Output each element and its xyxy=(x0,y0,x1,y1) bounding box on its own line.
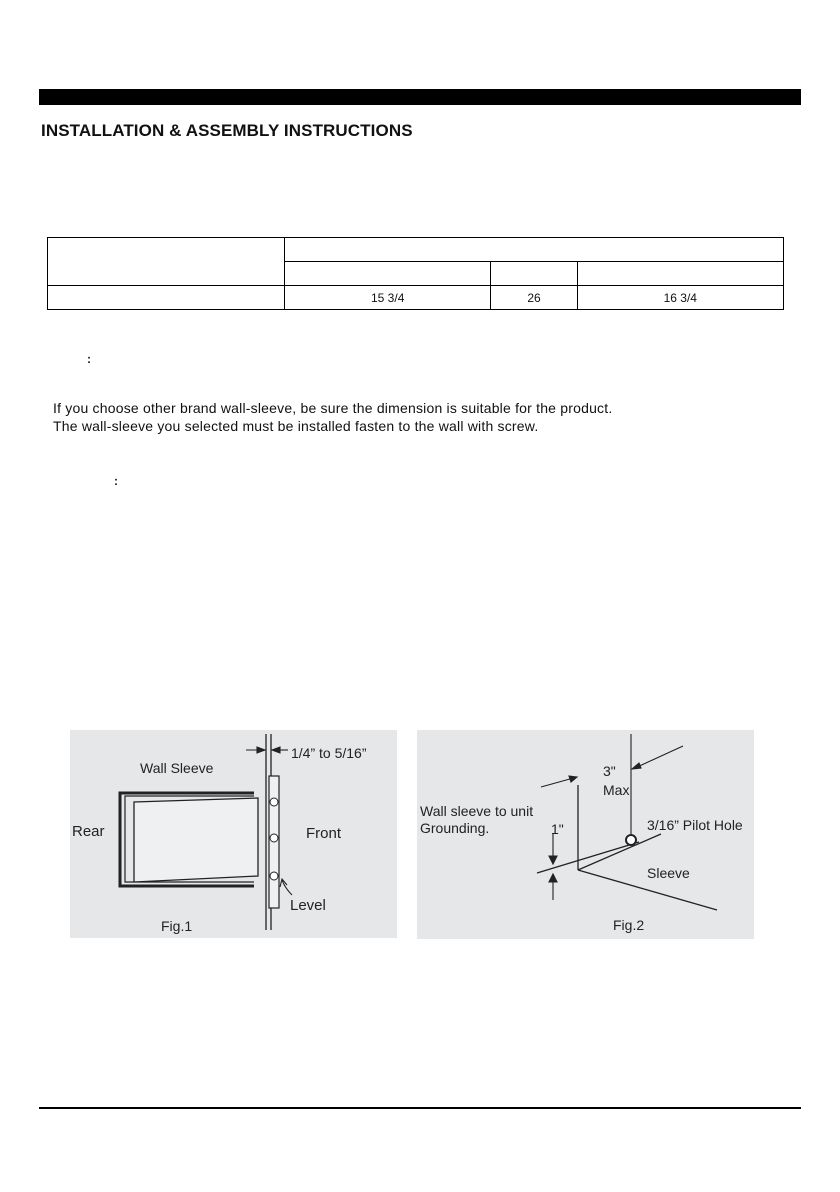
label-front: Front xyxy=(306,825,342,842)
label-3in: 3" xyxy=(603,763,616,779)
figure-1 xyxy=(70,730,397,938)
label-1in: 1" xyxy=(551,821,564,837)
label-rear: Rear xyxy=(72,823,105,840)
section-heading: INSTALLATION & ASSEMBLY INSTRUCTIONS xyxy=(41,121,413,140)
table-row-label xyxy=(48,286,285,310)
table-cell: 16 3/4 xyxy=(577,286,783,310)
table-cell: 26 xyxy=(491,286,577,310)
note-line: The wall-sleeve you selected must be installed fasten to the wall with screw. xyxy=(53,418,539,434)
label-level: Level xyxy=(290,897,326,914)
label-grounding-1: Wall sleeve to unit xyxy=(420,803,534,819)
table-subheader xyxy=(577,262,783,286)
table-header-group xyxy=(285,238,784,262)
table-cell: 15 3/4 xyxy=(285,286,491,310)
label-sleeve: Sleeve xyxy=(647,865,690,881)
label-wall-sleeve: Wall Sleeve xyxy=(140,760,214,776)
label-gap: 1/4” to 5/16” xyxy=(291,745,367,761)
note-line: If you choose other brand wall-sleeve, be sure the dimension is suitable for the product. xyxy=(53,400,613,416)
header-bar xyxy=(39,89,801,105)
note-colon: : xyxy=(87,352,91,366)
note-colon: : xyxy=(114,474,118,488)
wall-sleeve-drawing xyxy=(120,793,258,886)
table-subheader xyxy=(491,262,577,286)
dimension-table xyxy=(47,237,784,310)
figure-caption: Fig.1 xyxy=(161,918,193,934)
label-grounding-2: Grounding. xyxy=(420,820,490,836)
figure-2 xyxy=(417,730,754,939)
table-header-label xyxy=(48,238,285,286)
table-subheader xyxy=(285,262,491,286)
level-pointer xyxy=(280,879,292,895)
gap-arrows xyxy=(246,747,288,753)
figure-caption: Fig.2 xyxy=(613,917,645,933)
label-pilot-hole: 3/16” Pilot Hole xyxy=(647,817,743,833)
footer-rule xyxy=(39,1107,801,1109)
level-bar xyxy=(269,776,279,908)
notes-paragraph xyxy=(53,399,612,435)
label-max: Max xyxy=(603,782,630,798)
sleeve-corner xyxy=(537,785,717,910)
